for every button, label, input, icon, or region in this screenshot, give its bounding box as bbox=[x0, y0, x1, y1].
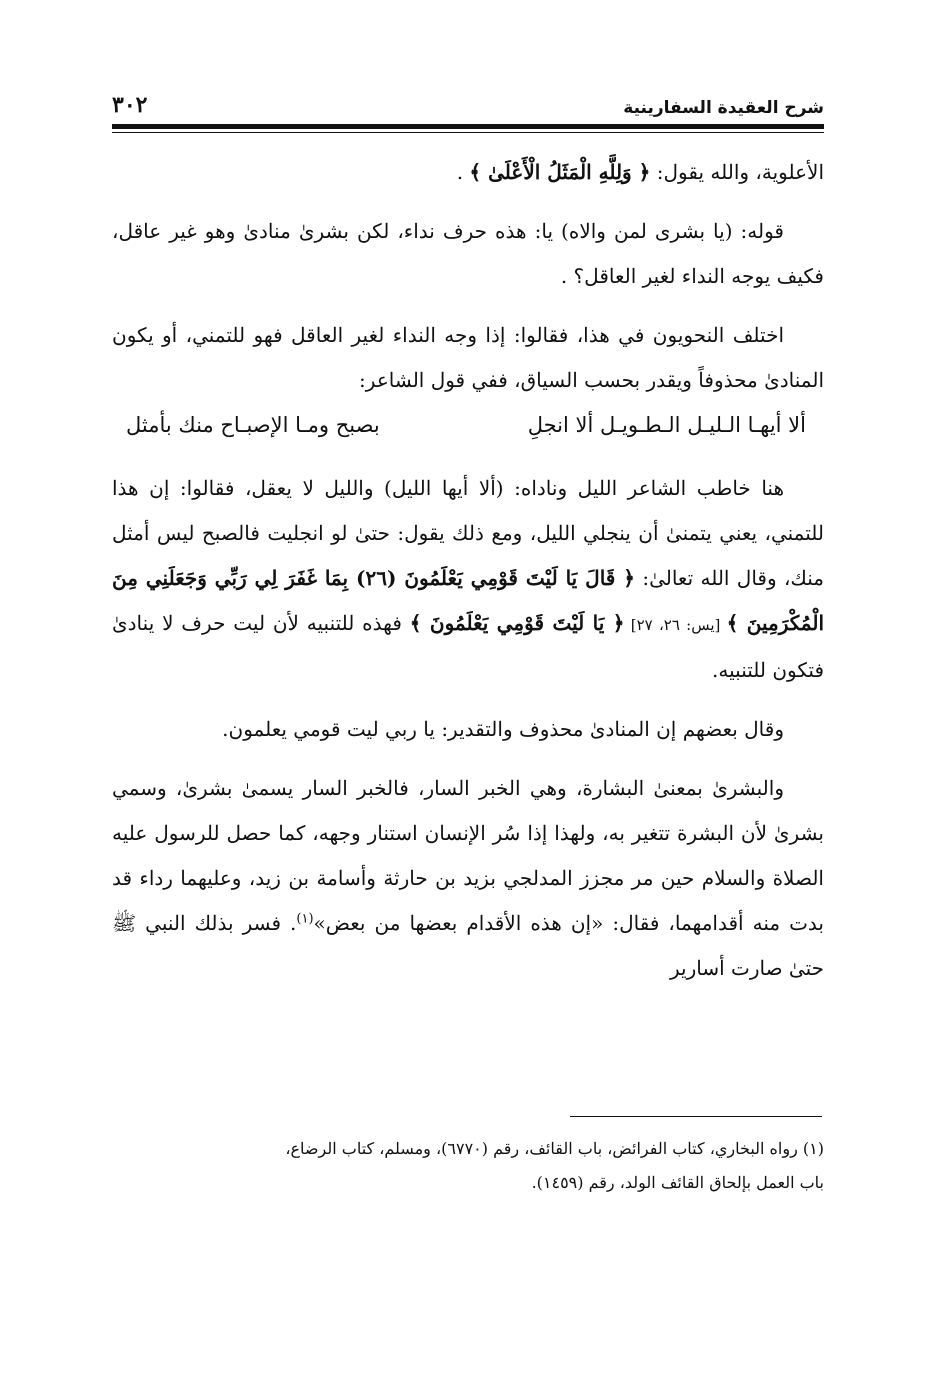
main-text bbox=[112, 150, 824, 1005]
footnote bbox=[112, 1132, 824, 1200]
p4-text: هنا خاطب الشاعر الليل وناداه: (ألا أيها الليل) والليل لا يعقل، فقالوا: إن هذا للتمني، يعني يتمنىٰ أن ينجلي الليل، ومع ذلك يقول: حتىٰ لو انجليت فالصبح ليس أمثل منك، وقال الله تعالىٰ: bbox=[112, 476, 825, 590]
p4-end: فهذه للتنبيه لأن ليت حرف لا ينادىٰ فتكون للتنبيه. bbox=[112, 611, 824, 682]
page-header bbox=[112, 82, 824, 118]
footnote-marker: (١) bbox=[296, 911, 314, 927]
header-rule-thick bbox=[112, 124, 824, 129]
verse-second-hemistich: بصبح ومـا الإصبـاح منك بأمثل bbox=[126, 413, 380, 437]
p6-end: . فسر بذلك النبي ﷺ حتىٰ صارت أسارير bbox=[112, 911, 824, 980]
quran-verse-repeat: ﴿ يَا لَيْتَ قَوْمِي يَعْلَمُونَ ﴾ bbox=[409, 611, 625, 635]
poetry-verse bbox=[112, 403, 824, 448]
p6-text: والبشرىٰ بمعنىٰ البشارة، وهي الخبر السار، فالخبر السار يسمىٰ بشرىٰ، وسمي بشرىٰ لأن البشرة تتغير به، ولهذا إذا سُر الإنسان استنار وجهه، كما حصل للرسول عليه الصلاة والسلام حين مر مجزز المدلجي بزيد بن حارثة وأسامة بن زيد، وعليهما رداء قد بدت منه أقدامهما، فقال: «إن هذه الأقدام بعضها من بعض» bbox=[112, 776, 824, 935]
paragraph-5: وقال بعضهم إن المنادىٰ محذوف والتقدير: يا ربي ليت قومي يعلمون. bbox=[222, 717, 784, 741]
quran-verse: ﴿ وَلِلَّهِ الْمَثَلُ الْأَعْلَىٰ ﴾ bbox=[469, 160, 651, 184]
book-title: شرح العقيدة السفارينية bbox=[623, 98, 824, 118]
paragraph-1 bbox=[112, 150, 824, 195]
paragraph-4 bbox=[112, 466, 824, 693]
footnote-line-1: (١) رواه البخاري، كتاب الفرائض، باب القائف، رقم (٦٧٧٠)، ومسلم، كتاب الرضاع، bbox=[285, 1139, 824, 1158]
quran-verse-yasin: ﴿ قَالَ يَا لَيْتَ قَوْمِي يَعْلَمُونَ (٢٦) بِمَا غَفَرَ لِي رَبِّي وَجَعَلَنِي مِنَ الْمُكْرَمِينَ ﴾ bbox=[112, 566, 825, 635]
paragraph-6 bbox=[112, 766, 824, 991]
header-rule-thin bbox=[112, 132, 824, 133]
quran-reference: [يس: ٢٦، ٢٧] bbox=[624, 616, 727, 634]
page-number: ٣٠٢ bbox=[112, 92, 148, 118]
footnote-line-2: باب العمل بإلحاق القائف الولد، رقم (١٤٥٩). bbox=[531, 1173, 824, 1192]
footnote-divider bbox=[570, 1116, 822, 1117]
verse-first-hemistich: ألا أيهـا الـليـل الـطـويـل ألا انجلِ bbox=[527, 413, 806, 437]
p1-end: . bbox=[456, 160, 470, 184]
paragraph-3: اختلف النحويون في هذا، فقالوا: إذا وجه النداء لغير العاقل فهو للتمني، أو يكون المنادىٰ محذوفاً ويقدر بحسب السياق، ففي قول الشاعر: bbox=[112, 323, 824, 392]
p1-text: الأعلوية، والله يقول: bbox=[650, 160, 824, 184]
paragraph-2: قوله: (يا بشرى لمن والاه) يا: هذه حرف نداء، لكن بشرىٰ منادىٰ وهو غير عاقل، فكيف يوجه النداء لغير العاقل؟ . bbox=[112, 219, 824, 288]
